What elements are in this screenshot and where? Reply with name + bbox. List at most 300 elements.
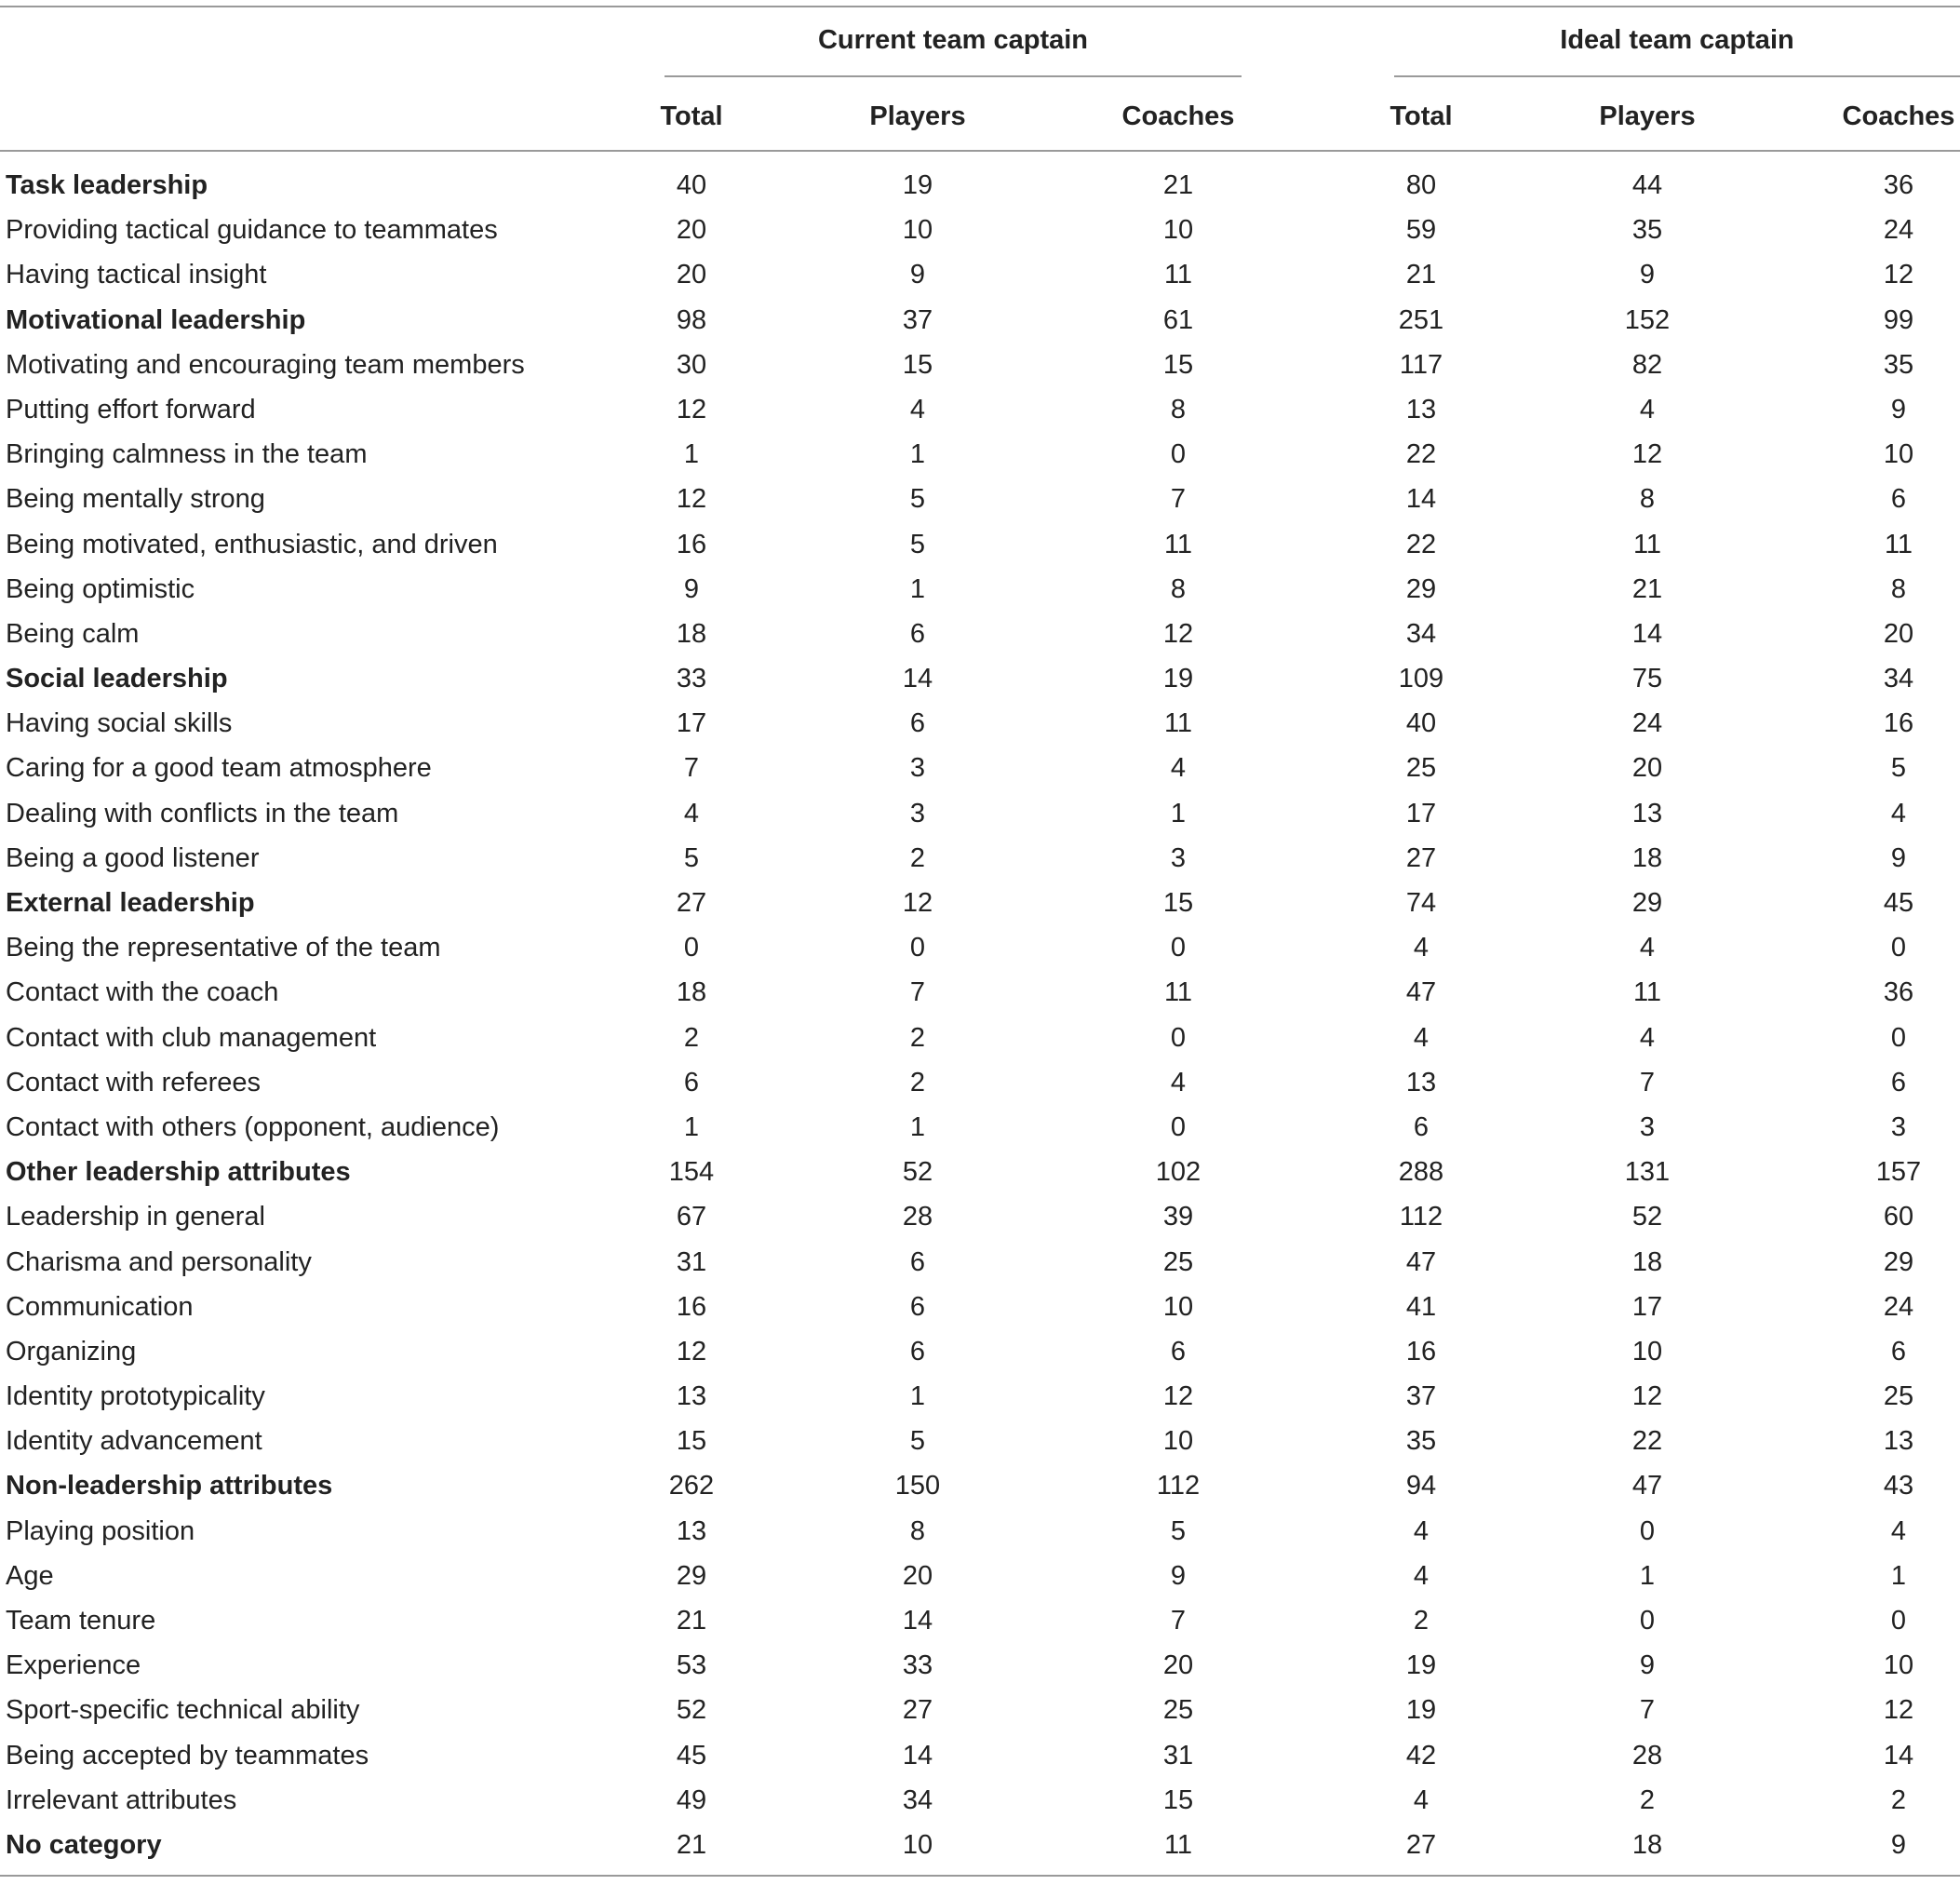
table-row: [0, 1688, 1960, 1732]
table-cell: 4: [1170, 753, 1187, 784]
table-cell: 5: [1170, 1515, 1187, 1546]
table-cell: 33: [902, 1650, 933, 1681]
row-label: Putting effort forward: [6, 394, 256, 424]
table-cell: 19: [902, 170, 933, 200]
table-cell: 16: [676, 1291, 707, 1322]
table-row: [0, 791, 1960, 836]
table-cell: 9: [909, 260, 926, 290]
table-cell: 262: [668, 1471, 715, 1501]
table-row: [0, 1194, 1960, 1239]
table-cell: 13: [1883, 1426, 1914, 1457]
table-cell: 6: [1890, 484, 1907, 515]
table-cell: 1: [909, 1381, 926, 1412]
table-cell: 4: [909, 394, 926, 424]
table-cell: 13: [1405, 1067, 1437, 1097]
table-cell: 8: [1170, 394, 1187, 424]
table-cell: 1: [1890, 1560, 1907, 1591]
table-cell: 9: [683, 573, 700, 604]
table-cell: 6: [1170, 1336, 1187, 1367]
table-cell: 251: [1398, 304, 1444, 335]
table-cell: 36: [1883, 170, 1914, 200]
table-cell: 1: [909, 439, 926, 470]
table-cell: 1: [683, 439, 700, 470]
row-label: Being a good listener: [6, 842, 260, 873]
table-cell: 1: [683, 1111, 700, 1142]
row-label: Irrelevant attributes: [6, 1784, 237, 1815]
table-cell: 10: [902, 215, 933, 246]
table-cell: 2: [1639, 1784, 1656, 1815]
table-cell: 11: [1884, 529, 1913, 559]
table-cell: 9: [1639, 260, 1656, 290]
table-row: [0, 522, 1960, 567]
table-cell: 98: [676, 304, 707, 335]
table-cell: 0: [1170, 1111, 1187, 1142]
table-cell: 75: [1631, 664, 1663, 694]
table-cell: 20: [1162, 1650, 1194, 1681]
table-cell: 45: [676, 1740, 707, 1771]
group-rule-ideal: [1394, 75, 1960, 77]
table-cell: 112: [1156, 1471, 1201, 1501]
table-cell: 20: [902, 1560, 933, 1591]
table-cell: 0: [1639, 1515, 1656, 1546]
table-cell: 10: [1883, 439, 1914, 470]
table-top-rule: [0, 6, 1960, 7]
row-label: Age: [6, 1560, 54, 1591]
table-cell: 19: [1162, 664, 1194, 694]
table-cell: 16: [1883, 708, 1914, 739]
table-cell: 24: [1631, 708, 1663, 739]
table-cell: 10: [1883, 1650, 1914, 1681]
table-cell: 25: [1405, 753, 1437, 784]
category-label: Other leadership attributes: [6, 1157, 351, 1188]
table-cell: 14: [1883, 1740, 1914, 1771]
table-cell: 39: [1162, 1202, 1194, 1232]
table-cell: 11: [1632, 529, 1662, 559]
row-label: Being optimistic: [6, 573, 195, 604]
table-cell: 102: [1155, 1157, 1202, 1188]
table-row: [0, 701, 1960, 746]
table-cell: 4: [1639, 1022, 1656, 1053]
table-cell: 288: [1398, 1157, 1444, 1188]
table-cell: 22: [1405, 529, 1437, 559]
table-cell: 18: [1631, 1829, 1663, 1860]
table-cell: 4: [1170, 1067, 1187, 1097]
table-cell: 13: [676, 1515, 707, 1546]
category-label: External leadership: [6, 888, 255, 918]
table-row: [0, 477, 1960, 521]
table-cell: 59: [1405, 215, 1437, 246]
row-label: Communication: [6, 1291, 194, 1322]
table-cell: 29: [1883, 1246, 1914, 1277]
table-cell: 41: [1405, 1291, 1437, 1322]
table-cell: 47: [1405, 1246, 1437, 1277]
column-header-ideal-total: Total: [1389, 101, 1453, 131]
table-cell: 5: [909, 529, 926, 559]
table-cell: 15: [676, 1426, 707, 1457]
table-cell: 27: [676, 888, 707, 918]
row-label: Identity advancement: [6, 1426, 262, 1457]
table-cell: 27: [1405, 1829, 1437, 1860]
table-cell: 20: [1631, 753, 1663, 784]
table-cell: 5: [909, 484, 926, 515]
table-cell: 16: [676, 529, 707, 559]
table-cell: 10: [1162, 1426, 1194, 1457]
table-cell: 17: [1405, 798, 1437, 828]
table-cell: 4: [1413, 1022, 1430, 1053]
table-row: [0, 1733, 1960, 1778]
table-cell: 8: [1890, 573, 1907, 604]
table-cell: 29: [676, 1560, 707, 1591]
table-cell: 61: [1162, 304, 1194, 335]
table-cell: 18: [1631, 842, 1663, 873]
table-cell: 40: [1405, 708, 1437, 739]
column-header-ideal-coaches: Coaches: [1842, 101, 1955, 131]
table-cell: 34: [1405, 618, 1437, 649]
table-cell: 12: [902, 888, 933, 918]
table-row: [0, 1374, 1960, 1419]
table-cell: 2: [683, 1022, 700, 1053]
table-cell: 1: [909, 1111, 926, 1142]
row-label: Dealing with conflicts in the team: [6, 798, 399, 828]
table-row: [0, 612, 1960, 656]
table-cell: 42: [1405, 1740, 1437, 1771]
row-label: Having tactical insight: [6, 260, 267, 290]
table-cell: 34: [902, 1784, 933, 1815]
table-cell: 99: [1883, 304, 1914, 335]
table-cell: 17: [676, 708, 707, 739]
table-cell: 8: [1170, 573, 1187, 604]
table-cell: 28: [902, 1202, 933, 1232]
row-label: Contact with club management: [6, 1022, 377, 1053]
table-cell: 34: [1883, 664, 1914, 694]
table-cell: 80: [1405, 170, 1437, 200]
table-cell: 0: [1890, 933, 1907, 963]
table-row: [0, 208, 1960, 252]
header-bottom-rule: [0, 150, 1960, 152]
table-cell: 17: [1631, 1291, 1663, 1322]
row-label: Identity prototypicality: [6, 1381, 265, 1412]
table-cell: 7: [1639, 1067, 1656, 1097]
table-cell: 11: [1632, 977, 1662, 1008]
column-header-current-players: Players: [869, 101, 966, 131]
table-row: [0, 387, 1960, 432]
table-cell: 7: [683, 753, 700, 784]
category-row: [0, 1823, 1960, 1867]
table-cell: 19: [1405, 1650, 1437, 1681]
table-cell: 35: [1883, 349, 1914, 380]
table-row: [0, 836, 1960, 881]
table-cell: 4: [1413, 933, 1430, 963]
table-cell: 0: [1890, 1022, 1907, 1053]
row-label: Caring for a good team atmosphere: [6, 753, 432, 784]
table-cell: 25: [1162, 1246, 1194, 1277]
table-cell: 6: [909, 1291, 926, 1322]
row-label: Being the representative of the team: [6, 933, 441, 963]
row-label: Providing tactical guidance to teammates: [6, 215, 498, 246]
table-row: [0, 1643, 1960, 1688]
table-cell: 6: [909, 618, 926, 649]
table-cell: 9: [1890, 394, 1907, 424]
table-cell: 150: [894, 1471, 941, 1501]
table-cell: 24: [1883, 1291, 1914, 1322]
category-label: Non-leadership attributes: [6, 1471, 333, 1501]
table-row: [0, 1105, 1960, 1150]
table-cell: 12: [1631, 1381, 1663, 1412]
table-cell: 82: [1631, 349, 1663, 380]
row-label: Being calm: [6, 618, 140, 649]
table-cell: 3: [909, 753, 926, 784]
table-body: [0, 163, 1960, 1867]
table-cell: 22: [1405, 439, 1437, 470]
table-cell: 4: [1413, 1560, 1430, 1591]
column-header-current-coaches: Coaches: [1121, 101, 1235, 131]
table-cell: 52: [1631, 1202, 1663, 1232]
table-cell: 4: [1890, 798, 1907, 828]
table-cell: 18: [1631, 1246, 1663, 1277]
table-row: [0, 1419, 1960, 1463]
table-cell: 11: [1163, 977, 1193, 1008]
table-cell: 1: [1639, 1560, 1656, 1591]
table-cell: 24: [1883, 215, 1914, 246]
table-cell: 11: [1163, 708, 1193, 739]
table-cell: 9: [1890, 842, 1907, 873]
table-cell: 27: [1405, 842, 1437, 873]
table-cell: 2: [909, 1022, 926, 1053]
table-cell: 16: [1405, 1336, 1437, 1367]
table-cell: 10: [902, 1829, 933, 1860]
table-cell: 14: [902, 1740, 933, 1771]
table-cell: 13: [1405, 394, 1437, 424]
table-cell: 53: [676, 1650, 707, 1681]
table-cell: 154: [668, 1157, 715, 1188]
table-cell: 10: [1631, 1336, 1663, 1367]
row-label: Being mentally strong: [6, 484, 265, 515]
table-cell: 94: [1405, 1471, 1437, 1501]
table-row: [0, 1240, 1960, 1285]
table-cell: 20: [676, 215, 707, 246]
table-cell: 49: [676, 1784, 707, 1815]
table-cell: 12: [1883, 260, 1914, 290]
table-row: [0, 1016, 1960, 1060]
table-cell: 5: [683, 842, 700, 873]
row-label: Leadership in general: [6, 1202, 265, 1232]
table-cell: 15: [1162, 349, 1194, 380]
row-label: Charisma and personality: [6, 1246, 312, 1277]
row-label: Contact with the coach: [6, 977, 279, 1008]
table-row: [0, 925, 1960, 970]
table-cell: 6: [909, 708, 926, 739]
column-header-ideal-players: Players: [1599, 101, 1696, 131]
category-label: Social leadership: [6, 664, 228, 694]
table-row: [0, 1060, 1960, 1105]
table-cell: 12: [1162, 1381, 1194, 1412]
table-cell: 52: [676, 1695, 707, 1726]
table-cell: 18: [676, 977, 707, 1008]
table-cell: 131: [1624, 1157, 1671, 1188]
category-row: [0, 881, 1960, 925]
table-cell: 0: [683, 933, 700, 963]
row-label: Being accepted by teammates: [6, 1740, 369, 1771]
table-cell: 21: [1405, 260, 1437, 290]
table-cell: 112: [1399, 1202, 1443, 1232]
table-cell: 3: [909, 798, 926, 828]
table-row: [0, 432, 1960, 477]
table-cell: 40: [676, 170, 707, 200]
table-cell: 60: [1883, 1202, 1914, 1232]
table-cell: 1: [1170, 798, 1187, 828]
table-row: [0, 1554, 1960, 1598]
table-cell: 2: [909, 1067, 926, 1097]
table-cell: 14: [902, 664, 933, 694]
row-label: Being motivated, enthusiastic, and driven: [6, 529, 498, 559]
table-cell: 117: [1399, 349, 1443, 380]
table-cell: 9: [1639, 1650, 1656, 1681]
table-row: [0, 1329, 1960, 1374]
table-cell: 6: [1890, 1067, 1907, 1097]
row-label: Contact with referees: [6, 1067, 262, 1097]
row-label: Having social skills: [6, 708, 233, 739]
table-cell: 25: [1883, 1381, 1914, 1412]
table-cell: 10: [1162, 215, 1194, 246]
table-cell: 5: [909, 1426, 926, 1457]
table-cell: 18: [676, 618, 707, 649]
table-row: [0, 1285, 1960, 1329]
table-cell: 152: [1624, 304, 1671, 335]
table-row: [0, 1778, 1960, 1823]
table-cell: 7: [1170, 484, 1187, 515]
table-cell: 11: [1163, 1829, 1193, 1860]
table-cell: 27: [902, 1695, 933, 1726]
row-label: Experience: [6, 1650, 141, 1681]
table-bottom-rule: [0, 1875, 1960, 1877]
table-cell: 12: [676, 394, 707, 424]
table-cell: 29: [1631, 888, 1663, 918]
table-cell: 6: [1413, 1111, 1430, 1142]
row-label: Sport-specific technical ability: [6, 1695, 360, 1726]
table-cell: 20: [1883, 618, 1914, 649]
table-cell: 28: [1631, 1740, 1663, 1771]
table-cell: 21: [1162, 170, 1194, 200]
category-row: [0, 1150, 1960, 1194]
table-cell: 2: [1413, 1606, 1430, 1636]
table-cell: 37: [1405, 1381, 1437, 1412]
table-cell: 14: [1405, 484, 1437, 515]
table-cell: 31: [1162, 1740, 1194, 1771]
table-cell: 14: [1631, 618, 1663, 649]
table-cell: 37: [902, 304, 933, 335]
table-row: [0, 746, 1960, 790]
table-cell: 11: [1163, 529, 1193, 559]
group-rule-current: [665, 75, 1242, 77]
table-cell: 109: [1398, 664, 1444, 694]
table-row: [0, 1598, 1960, 1643]
row-label: Bringing calmness in the team: [6, 439, 368, 470]
table-cell: 7: [1639, 1695, 1656, 1726]
table-cell: 157: [1875, 1157, 1922, 1188]
table-cell: 33: [676, 664, 707, 694]
table-cell: 4: [1413, 1515, 1430, 1546]
table-cell: 15: [1162, 1784, 1194, 1815]
table-cell: 20: [676, 260, 707, 290]
table-cell: 74: [1405, 888, 1437, 918]
table-cell: 4: [1890, 1515, 1907, 1546]
table-cell: 0: [1170, 439, 1187, 470]
table-cell: 0: [1170, 933, 1187, 963]
table-cell: 44: [1631, 170, 1663, 200]
category-row: [0, 1463, 1960, 1508]
table-row: [0, 252, 1960, 297]
table-cell: 12: [1631, 439, 1663, 470]
row-label: Playing position: [6, 1515, 195, 1546]
table-cell: 8: [909, 1515, 926, 1546]
table-cell: 12: [676, 484, 707, 515]
group-header-current-team-captain: Current team captain: [817, 25, 1089, 55]
table-cell: 4: [1639, 394, 1656, 424]
table-cell: 35: [1405, 1426, 1437, 1457]
table-row: [0, 970, 1960, 1015]
category-label: Motivational leadership: [6, 304, 306, 335]
table-cell: 25: [1162, 1695, 1194, 1726]
table-cell: 4: [1639, 933, 1656, 963]
table-cell: 15: [902, 349, 933, 380]
table-cell: 4: [1413, 1784, 1430, 1815]
table-cell: 30: [676, 349, 707, 380]
table-cell: 12: [676, 1336, 707, 1367]
table-cell: 22: [1631, 1426, 1663, 1457]
table-cell: 47: [1405, 977, 1437, 1008]
table-cell: 14: [902, 1606, 933, 1636]
column-header-current-total: Total: [660, 101, 723, 131]
category-label: No category: [6, 1829, 162, 1860]
table-cell: 15: [1162, 888, 1194, 918]
table-cell: 35: [1631, 215, 1663, 246]
table-cell: 9: [1890, 1829, 1907, 1860]
table-cell: 52: [902, 1157, 933, 1188]
table-row: [0, 1509, 1960, 1554]
table-cell: 0: [909, 933, 926, 963]
row-label: Organizing: [6, 1336, 137, 1367]
table-cell: 11: [1163, 260, 1193, 290]
row-label: Contact with others (opponent, audience): [6, 1111, 500, 1142]
row-label: Team tenure: [6, 1606, 156, 1636]
table-cell: 7: [1170, 1606, 1187, 1636]
table-row: [0, 567, 1960, 612]
table-cell: 21: [1631, 573, 1663, 604]
table-cell: 2: [1890, 1784, 1907, 1815]
table-cell: 29: [1405, 573, 1437, 604]
table-cell: 0: [1170, 1022, 1187, 1053]
table-cell: 7: [909, 977, 926, 1008]
row-label: Motivating and encouraging team members: [6, 349, 525, 380]
table-cell: 67: [676, 1202, 707, 1232]
table-cell: 9: [1170, 1560, 1187, 1591]
table-cell: 21: [676, 1829, 707, 1860]
table-row: [0, 343, 1960, 387]
table-cell: 8: [1639, 484, 1656, 515]
table-cell: 43: [1883, 1471, 1914, 1501]
table-cell: 3: [1890, 1111, 1907, 1142]
table-cell: 10: [1162, 1291, 1194, 1322]
table-cell: 13: [676, 1381, 707, 1412]
table-cell: 6: [909, 1246, 926, 1277]
table-cell: 3: [1639, 1111, 1656, 1142]
table-cell: 36: [1883, 977, 1914, 1008]
table-cell: 0: [1639, 1606, 1656, 1636]
table-cell: 4: [683, 798, 700, 828]
table-cell: 45: [1883, 888, 1914, 918]
category-label: Task leadership: [6, 170, 208, 200]
table-cell: 19: [1405, 1695, 1437, 1726]
